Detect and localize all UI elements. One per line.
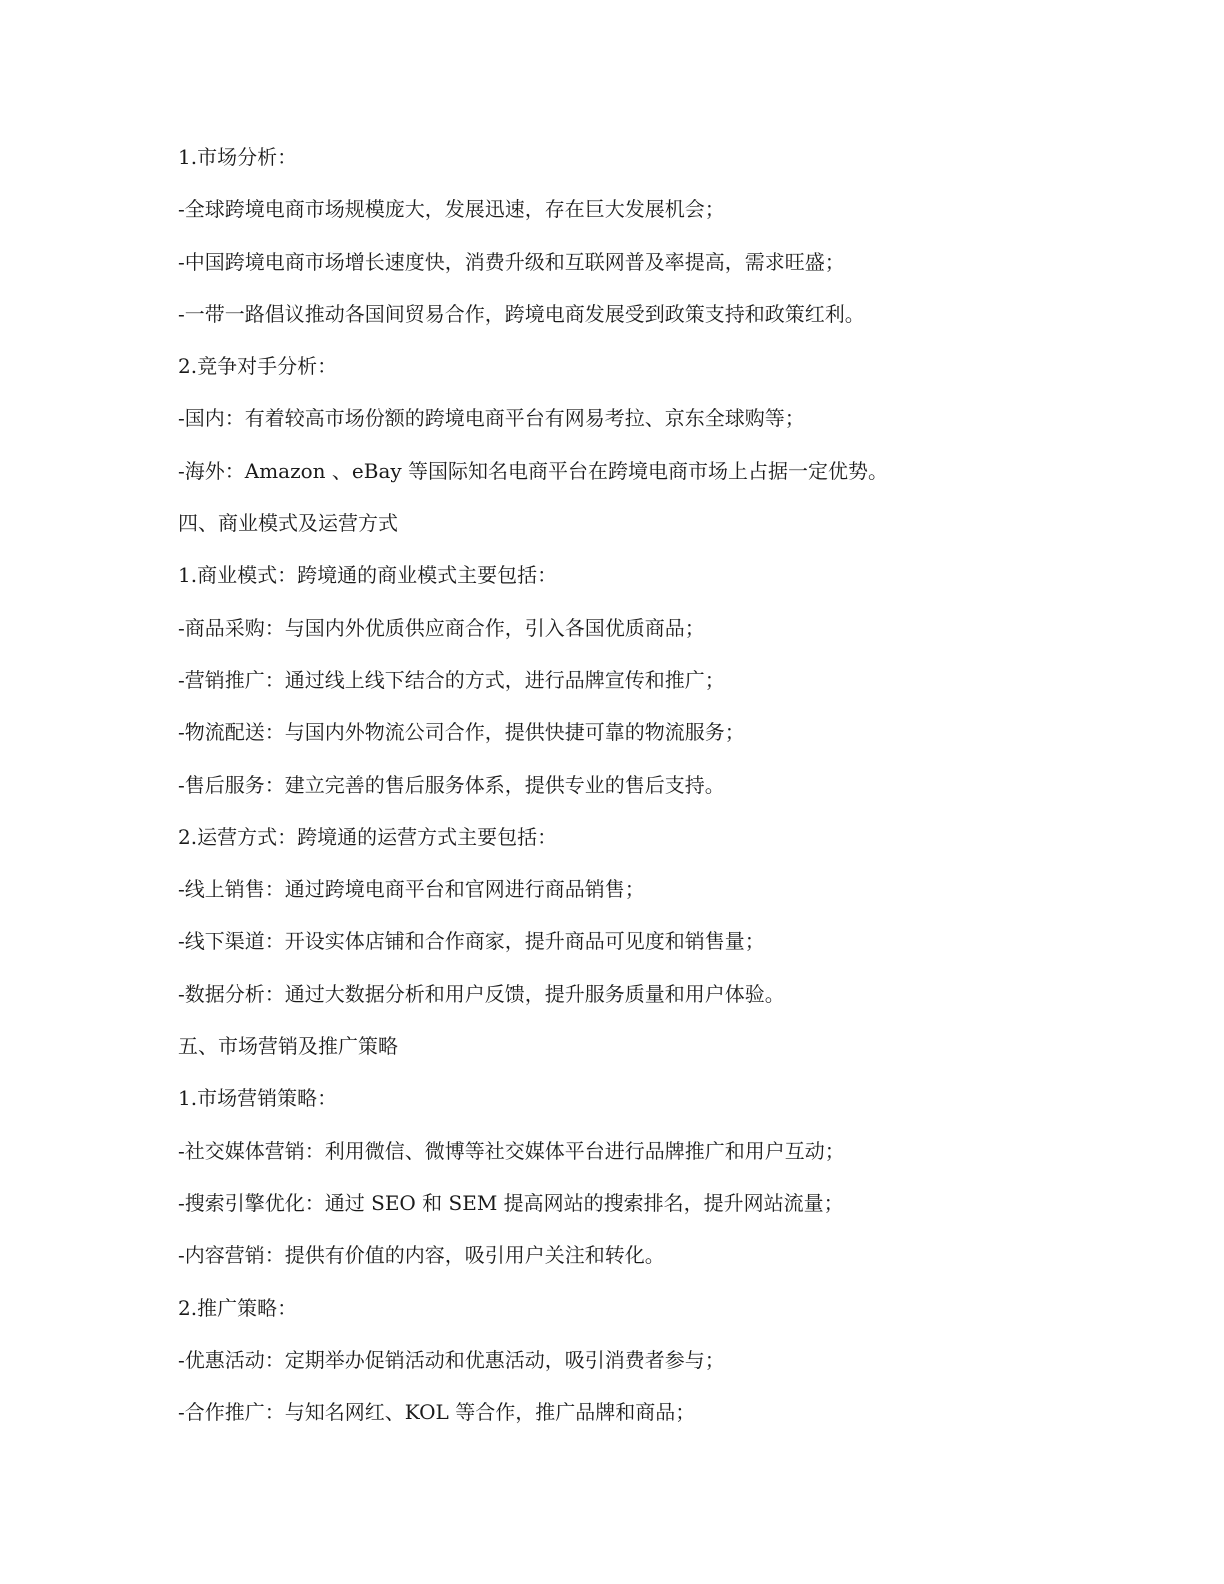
section-heading-business-model: 四、商业模式及运营方式 xyxy=(178,511,398,536)
list-item: -中国跨境电商市场增长速度快，消费升级和互联网普及率提高，需求旺盛； xyxy=(178,249,845,274)
list-item: -物流配送：与国内外物流公司合作，提供快捷可靠的物流服务； xyxy=(178,720,745,745)
list-item: -售后服务：建立完善的售后服务体系，提供专业的售后支持。 xyxy=(178,772,725,797)
heading-marketing-strategy: 1.市场营销策略： xyxy=(178,1086,338,1111)
section-heading-marketing: 五、市场营销及推广策略 xyxy=(178,1034,398,1059)
list-item: -一带一路倡议推动各国间贸易合作，跨境电商发展受到政策支持和政策红利。 xyxy=(178,301,865,326)
list-item: -优惠活动：定期举办促销活动和优惠活动，吸引消费者参与； xyxy=(178,1347,725,1372)
list-item: -全球跨境电商市场规模庞大，发展迅速，存在巨大发展机会； xyxy=(178,197,725,222)
list-item: -合作推广：与知名网红、KOL 等合作，推广品牌和商品； xyxy=(178,1400,696,1425)
heading-operation-mode: 2.运营方式：跨境通的运营方式主要包括： xyxy=(178,824,558,849)
list-item: -国内：有着较高市场份额的跨境电商平台有网易考拉、京东全球购等； xyxy=(178,406,805,431)
heading-business-model: 1.商业模式：跨境通的商业模式主要包括： xyxy=(178,563,558,588)
list-item: -营销推广：通过线上线下结合的方式，进行品牌宣传和推广； xyxy=(178,667,725,692)
heading-competitor-analysis: 2.竞争对手分析： xyxy=(178,354,338,379)
heading-promotion-strategy: 2.推广策略： xyxy=(178,1295,298,1320)
list-item: -线上销售：通过跨境电商平台和官网进行商品销售； xyxy=(178,877,645,902)
list-item: -线下渠道：开设实体店铺和合作商家，提升商品可见度和销售量； xyxy=(178,929,765,954)
list-item: -搜索引擎优化：通过 SEO 和 SEM 提高网站的搜索排名，提升网站流量； xyxy=(178,1190,844,1215)
list-item: -社交媒体营销：利用微信、微博等社交媒体平台进行品牌推广和用户互动； xyxy=(178,1138,845,1163)
list-item: -商品采购：与国内外优质供应商合作，引入各国优质商品； xyxy=(178,615,705,640)
document-body xyxy=(178,140,1078,1447)
heading-market-analysis: 1.市场分析： xyxy=(178,145,298,169)
list-item: -数据分析：通过大数据分析和用户反馈，提升服务质量和用户体验。 xyxy=(178,981,785,1006)
list-item: -海外：Amazon 、eBay 等国际知名电商平台在跨境电商市场上占据一定优势。 xyxy=(178,458,889,483)
list-item: -内容营销：提供有价值的内容，吸引用户关注和转化。 xyxy=(178,1243,665,1268)
